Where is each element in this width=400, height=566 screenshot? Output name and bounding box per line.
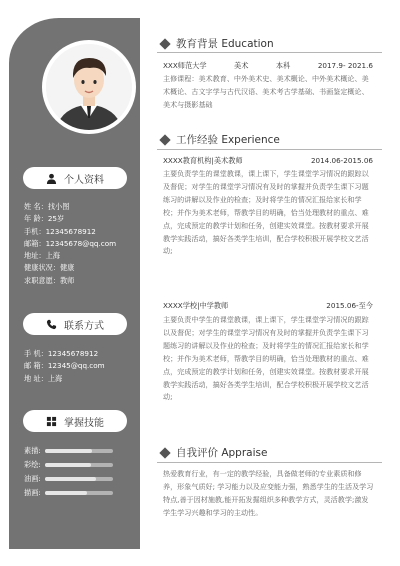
- skills-header: [23, 410, 127, 432]
- skill-bar: [45, 477, 113, 481]
- profile-details: [24, 201, 116, 287]
- education-row: [163, 61, 373, 71]
- job-description: 主要负责中学生的课堂教课，课上课下，学生课堂学习情况的跟踪以及督促；对学生的课堂学习情况有及时的掌握并负责学生课下习题练习的讲解以及作业的检查；及时将学生的情况汇报给家长和学校；并作为美术老师，帮教学目的明确，恰当处理教材的重点、难点，完成预定的教学计划和任务，创建实效课堂。按教材要求开展教学实践活动，搞好各类学生培训，配合学校积极开展学校文艺活动;: [163, 315, 369, 402]
- divider: [157, 52, 382, 53]
- person-icon: [46, 173, 57, 184]
- profile-phone: 手机：12345678912: [24, 226, 96, 236]
- avatar-frame: [42, 40, 136, 134]
- diamond-icon: [159, 38, 170, 49]
- experience-heading: [161, 132, 280, 147]
- major: 美术: [234, 61, 249, 70]
- skill-bar-fill: [45, 491, 87, 495]
- skill-label: 彩绘:: [24, 460, 41, 469]
- job-header: [163, 301, 373, 311]
- skills-title: 掌握技能: [64, 417, 104, 429]
- skill-bar: [45, 491, 113, 495]
- experience-title: 工作经验 Experience: [176, 134, 280, 146]
- degree: 本科: [275, 61, 291, 70]
- phone-icon: [46, 319, 57, 330]
- job-period: 2015.06-至今: [326, 301, 373, 310]
- skill-bar-fill: [45, 449, 93, 453]
- contact-email: 邮 箱：12345@qq.com: [24, 361, 105, 371]
- contact-phone: 手 机：12345678912: [24, 349, 99, 358]
- school-name: XXX师范大学: [163, 61, 207, 70]
- job-org: XXXX学校|中学教师: [163, 301, 229, 310]
- profile-email: 邮箱：12345678@qq.com: [24, 238, 117, 248]
- skill-row: [24, 488, 113, 498]
- job-period: 2014.06-2015.06: [310, 156, 373, 165]
- skill-label: 油画:: [24, 474, 41, 483]
- appraise-text: 热爱教育行业，有一定的教学经验，具备做老师的专业素质和修养，形象气质好; 学习能力以及应变能力强，熟悉学生的生活及学习特点,善于因材施教,能开拓发掘组织多种教学方式，灵活教学;激发学生学习兴趣和学习的主动性。: [163, 469, 374, 517]
- divider: [157, 149, 382, 150]
- divider: [157, 462, 382, 463]
- skill-bar: [45, 449, 113, 453]
- skill-row: [24, 460, 113, 470]
- avatar: [46, 44, 132, 130]
- profile-age: 年 龄：25岁: [24, 214, 65, 224]
- education-title: 教育背景 Education: [176, 38, 274, 50]
- profile-intent: 求职意愿：教师: [24, 275, 75, 285]
- profile-health: 健康状况：健康: [24, 263, 75, 273]
- skill-label: 描画:: [24, 488, 41, 497]
- profile-header: [23, 167, 127, 189]
- education-period: 2017.9- 2021.6: [317, 61, 373, 70]
- grid-icon: [46, 416, 57, 427]
- job-org: XXXX教育机构|美术教师: [163, 156, 243, 165]
- appraise-heading: [161, 445, 267, 460]
- profile-address: 地址：上海: [24, 251, 60, 261]
- skill-bar-fill: [45, 477, 97, 481]
- education-heading: [161, 36, 274, 51]
- education-description: 主修课程：美术教育、中外美术史、美术概论、中外美术概论、美术概论、古文字学与古代汉语、美术考古学基础、书画鉴定概论、美术与摄影基础: [163, 74, 369, 109]
- diamond-icon: [159, 134, 170, 145]
- profile-title: 个人资料: [64, 174, 104, 186]
- skill-bar: [45, 463, 113, 467]
- job-description: 主要负责学生的课堂教课，课上课下，学生课堂学习情况的跟踪以及督促；对学生的课堂学习情况有及时的掌握并负责学生课下习题练习的讲解以及作业的检查；及时将学生的情况汇报给家长和学校；并作为美术老师，帮教学目的明确，恰当处理教材的重点、难点，完成预定的教学计划和任务，创建实效课堂。按教材要求开展教学实践活动，搞好各类学生培训，配合学校积极开展学校文艺活动;: [163, 169, 369, 256]
- appraise-title: 自我评价 Appraise: [176, 447, 268, 459]
- skill-row: [24, 474, 113, 484]
- skill-label: 素描:: [24, 446, 41, 455]
- job-header: [163, 156, 373, 166]
- contact-details: [24, 348, 105, 385]
- skill-bar-fill: [45, 463, 91, 467]
- diamond-icon: [159, 447, 170, 458]
- contact-title: 联系方式: [64, 320, 104, 332]
- skill-row: [24, 446, 113, 456]
- contact-header: [23, 313, 127, 335]
- profile-name: 姓 名：找小图: [24, 202, 70, 211]
- contact-address: 地 址：上海: [24, 373, 63, 383]
